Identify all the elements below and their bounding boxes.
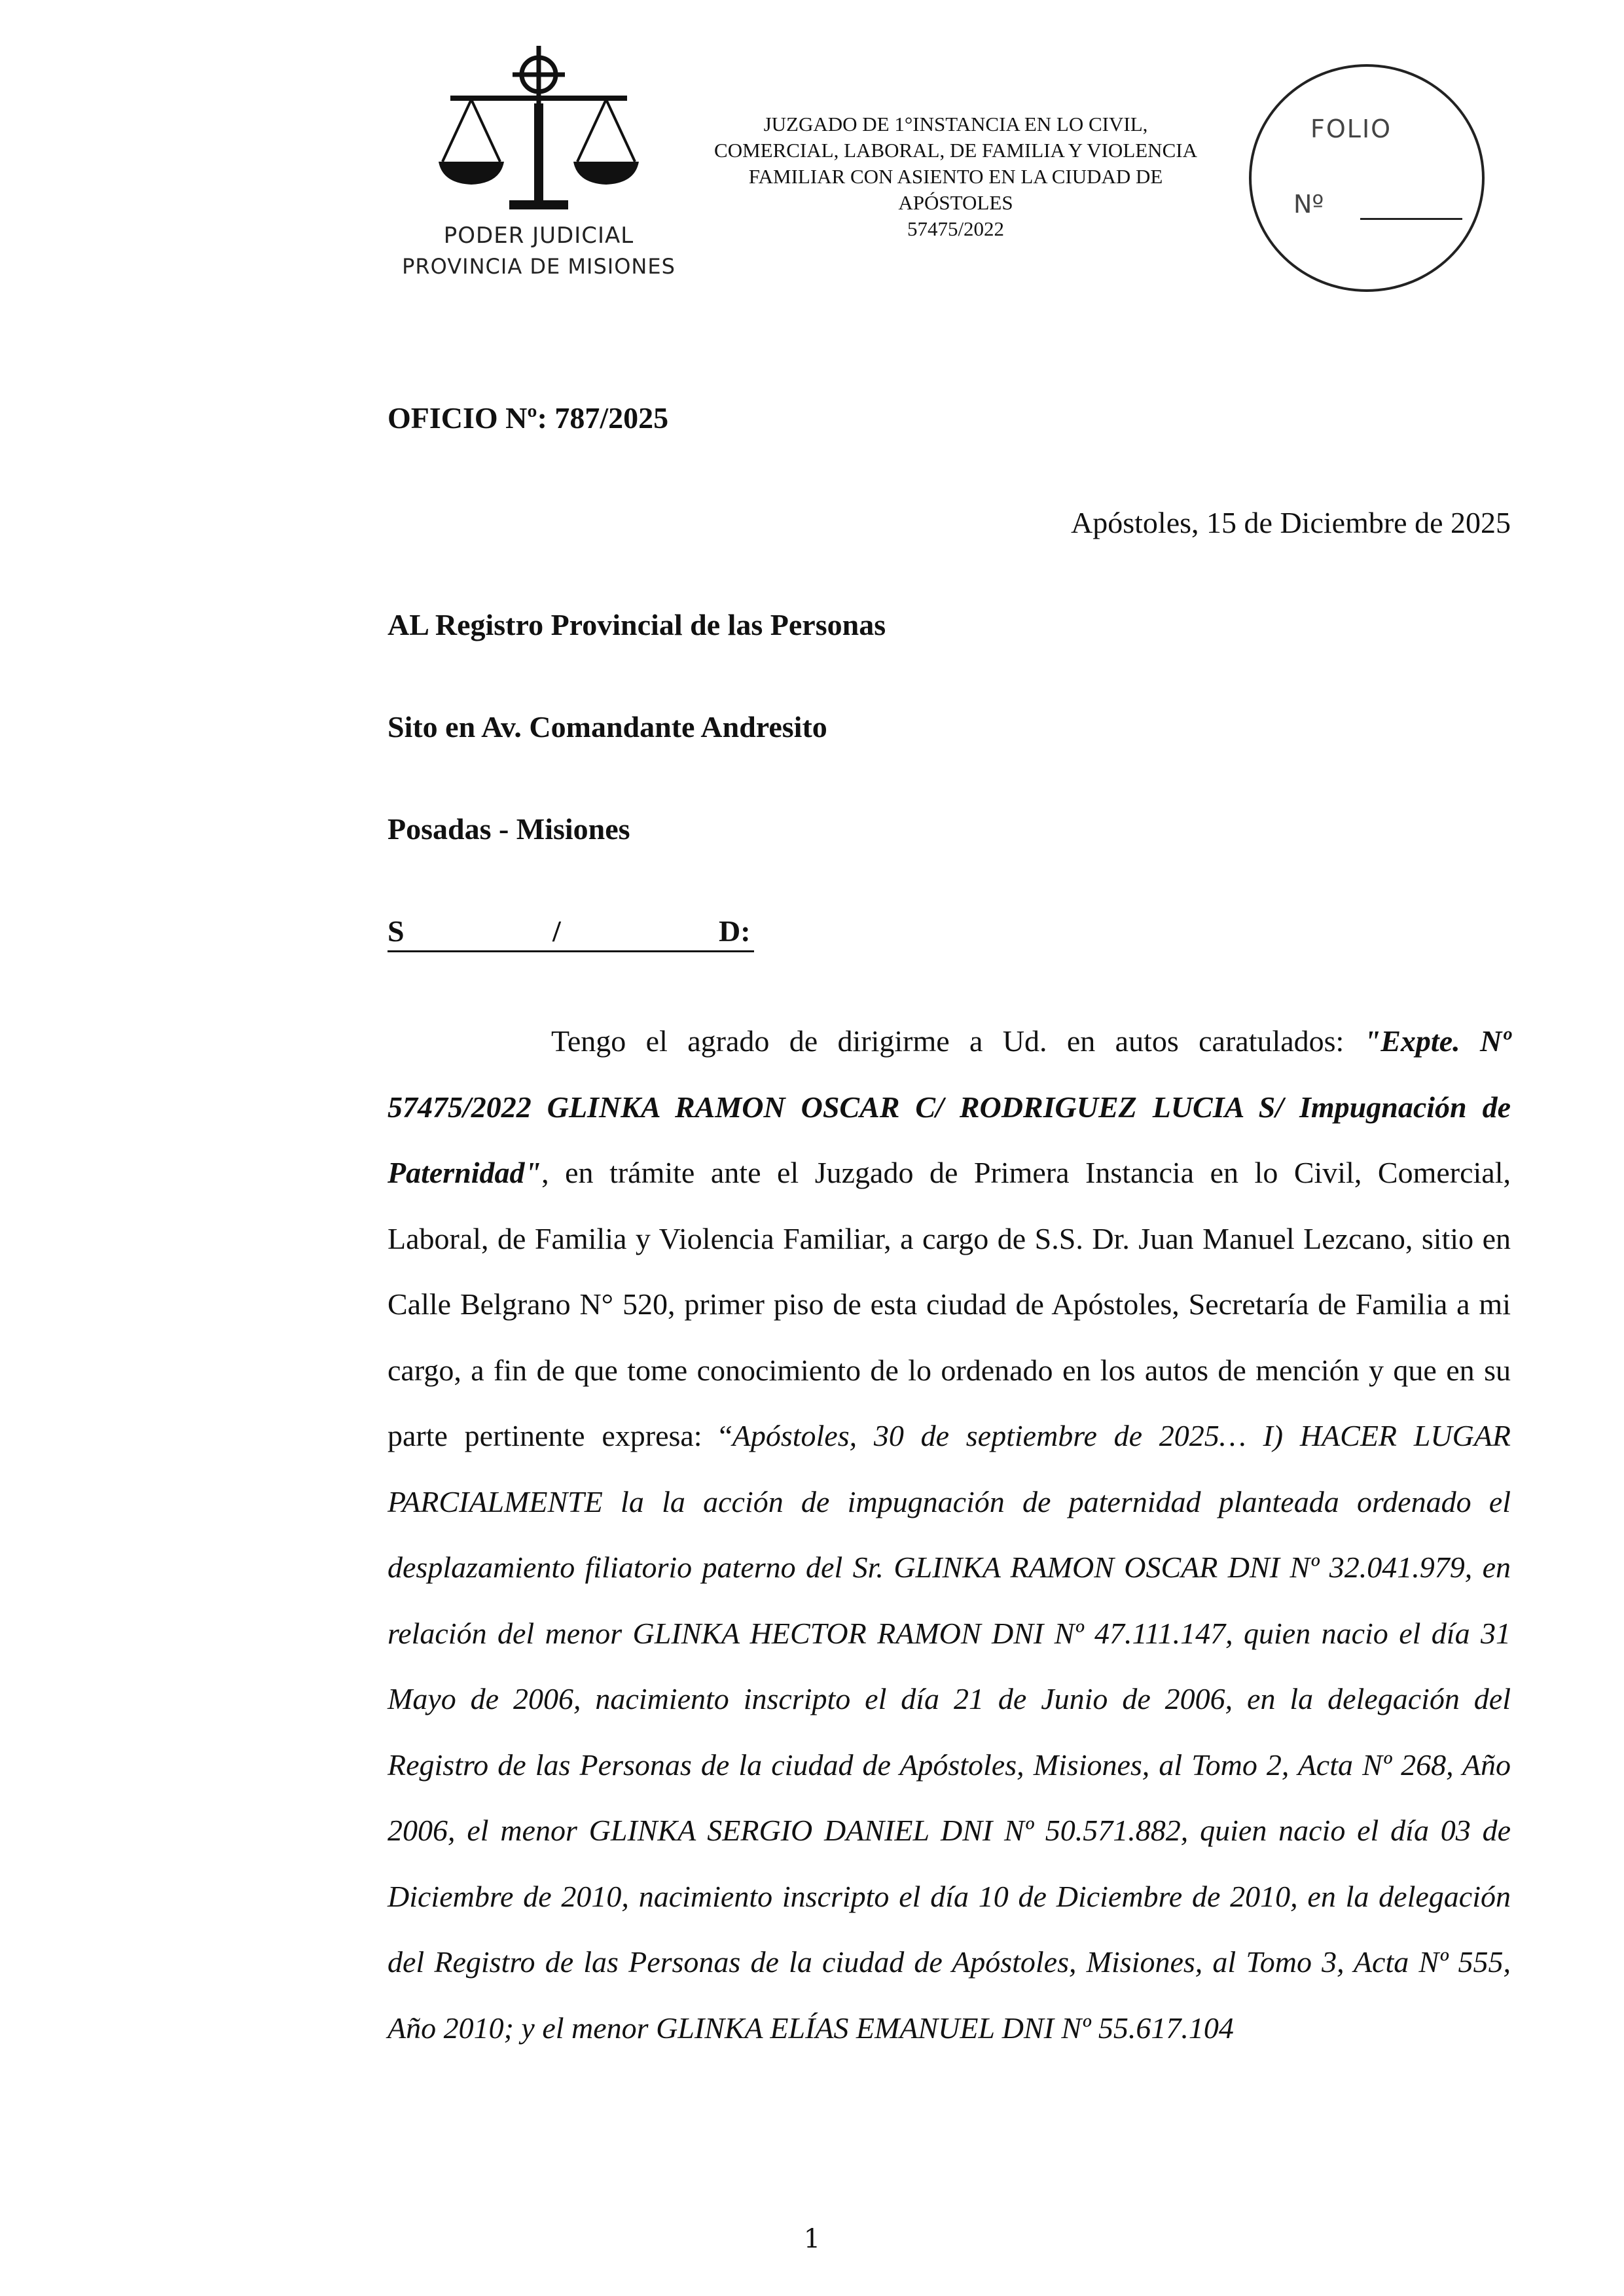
case-number: 57475/2022 — [907, 217, 1005, 240]
resolution-quote: Apóstoles, 30 de septiembre de 2025… I) HACER LUGAR PARCIALMENTE la la acción de impugnación de paternidad planteada ordenado el desplazamiento filiatorio paterno del Sr. GLINKA RAMON OSCAR DNI Nº 32.041.979, en relación del menor GLINKA HECTOR RAMON DNI Nº 47.111.147, quien nacio el día 31 Mayo de 2006, nacimiento inscripto el día 21 de Junio de 2006, en la delegación del Registro de las Personas de la ciudad de Apóstoles, Misiones, al Tomo 2, Acta Nº 268, Año 2006, el menor GLINKA SERGIO DANIEL DNI Nº 50.571.882, quien nacio el día 03 de Diciembre de 2010, nacimiento inscripto el día 10 de Diciembre de 2010, en la delegación del Registro de las Personas de la ciudad de Apóstoles, Misiones, al Tomo 3, Acta Nº 555, Año 2010; y el menor GLINKA ELÍAS EMANUEL DNI Nº 55.617.104 — [388, 1419, 1511, 2045]
folio-number-blank — [1360, 218, 1462, 220]
court-line: JUZGADO DE 1°INSTANCIA EN LO CIVIL, — [763, 113, 1148, 135]
document-date: Apóstoles, 15 de Diciembre de 2025 — [1071, 506, 1511, 539]
sd-d: D: — [719, 914, 751, 948]
salutation-sd — [388, 914, 754, 952]
folio-number-label: Nº — [1293, 190, 1324, 219]
body-paragraph — [388, 1009, 1511, 2061]
court-line: APÓSTOLES — [898, 191, 1013, 214]
court-line: FAMILIAR CON ASIENTO EN LA CIUDAD DE — [748, 165, 1163, 188]
case-title: "Expte. Nº 57475/2022 GLINKA RAMON OSCAR C/ RODRIGUEZ LUCIA S/ Impugnación de Paternidad" — [388, 1024, 1511, 1189]
page-number: 1 — [803, 2224, 821, 2254]
oficio-number: OFICIO Nº: 787/2025 — [388, 401, 669, 435]
sd-slash: / — [552, 914, 561, 948]
sd-s: S — [388, 914, 405, 948]
body-intro: Tengo el agrado de dirigirme a Ud. en autos caratulados: — [551, 1024, 1364, 1058]
recipient-line-1: AL Registro Provincial de las Personas — [388, 608, 886, 641]
logo-line-2: PROVINCIA DE MISIONES — [402, 254, 676, 279]
court-logo — [398, 41, 679, 296]
court-line: COMERCIAL, LABORAL, DE FAMILIA Y VIOLENCIA — [714, 139, 1197, 162]
folio-label: FOLIO — [1310, 115, 1392, 143]
folio-stamp — [1249, 64, 1485, 292]
court-heading — [681, 111, 1231, 242]
recipient-line-3: Posadas - Misiones — [388, 812, 630, 846]
scales-of-justice-icon — [437, 41, 640, 224]
body-court-info: , en trámite ante el Juzgado de Primera Instancia en lo Civil, Comercial, Laboral, de Familia y Violencia Familiar, a cargo de S.S. Dr. Juan Manuel Lezcano, sitio en Calle Belgrano N° 520, primer piso de esta ciudad de Apóstoles, Secretaría de Familia a mi cargo, a fin de que tome conocimiento de lo ordenado en los autos de mención y que en su parte pertinente expresa: “ — [388, 1156, 1511, 1452]
logo-line-1: PODER JUDICIAL — [443, 223, 634, 249]
recipient-line-2: Sito en Av. Comandante Andresito — [388, 710, 827, 744]
